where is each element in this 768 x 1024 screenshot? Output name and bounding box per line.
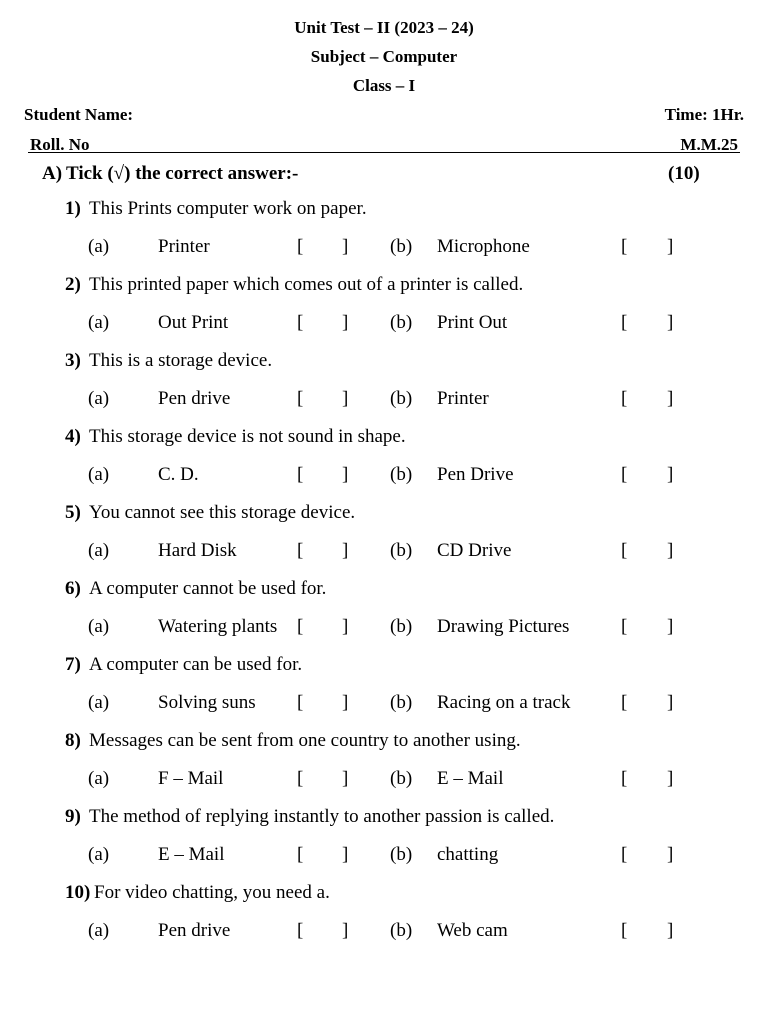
option-a-label: (a) (88, 844, 110, 865)
student-name-label: Student Name: (24, 105, 134, 124)
test-title: Unit Test – II (2023 – 24) (294, 18, 474, 37)
option-b-text: chatting (437, 844, 499, 865)
option-a-bracket-open[interactable]: [ (297, 768, 304, 789)
option-a-bracket-close[interactable]: ] (342, 236, 349, 257)
option-a-label: (a) (88, 236, 110, 257)
question-text: This is a storage device. (89, 350, 273, 371)
option-b-bracket-open[interactable]: [ (621, 312, 628, 333)
option-b-bracket-close[interactable]: ] (667, 768, 674, 789)
question-text: This Prints computer work on paper. (89, 198, 367, 219)
question-number: 7) (65, 654, 81, 675)
option-a-bracket-close[interactable]: ] (342, 540, 349, 561)
option-a-text: Hard Disk (158, 540, 237, 561)
option-a-text: Printer (158, 236, 210, 257)
option-b-bracket-close[interactable]: ] (667, 844, 674, 865)
option-a-label: (a) (88, 312, 110, 333)
option-b-bracket-open[interactable]: [ (621, 540, 628, 561)
option-b-label: (b) (390, 540, 413, 561)
option-a-bracket-close[interactable]: ] (342, 464, 349, 485)
question-number: 8) (65, 730, 81, 751)
option-a-bracket-close[interactable]: ] (342, 844, 349, 865)
subject-line: Subject – Computer (310, 47, 458, 66)
option-b-bracket-open[interactable]: [ (621, 464, 628, 485)
question-number: 1) (65, 198, 81, 219)
question-number: 9) (65, 806, 81, 827)
question-number: 3) (65, 350, 81, 371)
question-number: 2) (65, 274, 81, 295)
option-a-text: E – Mail (158, 844, 225, 865)
option-b-bracket-close[interactable]: ] (667, 312, 674, 333)
option-b-bracket-open[interactable]: [ (621, 768, 628, 789)
option-b-text: Printer (437, 388, 489, 409)
option-b-bracket-open[interactable]: [ (621, 844, 628, 865)
option-b-bracket-open[interactable]: [ (621, 616, 628, 637)
option-b-bracket-close[interactable]: ] (667, 616, 674, 637)
option-b-bracket-close[interactable]: ] (667, 692, 674, 713)
option-a-text: Solving suns (158, 692, 256, 713)
class-line: Class – I (352, 76, 416, 95)
option-a-bracket-open[interactable]: [ (297, 920, 304, 941)
option-a-bracket-close[interactable]: ] (342, 692, 349, 713)
option-b-bracket-close[interactable]: ] (667, 464, 674, 485)
option-a-text: F – Mail (158, 768, 224, 789)
option-b-label: (b) (390, 768, 413, 789)
option-b-label: (b) (390, 388, 413, 409)
question-text: This printed paper which comes out of a printer is called. (89, 274, 524, 295)
option-b-text: E – Mail (437, 768, 504, 789)
option-b-label: (b) (390, 312, 413, 333)
question-text: A computer can be used for. (89, 654, 303, 675)
option-a-bracket-close[interactable]: ] (342, 768, 349, 789)
question-number: 6) (65, 578, 81, 599)
section-marks: (10) (668, 163, 700, 184)
question-text: The method of replying instantly to another passion is called. (89, 806, 555, 827)
option-b-label: (b) (390, 844, 413, 865)
option-a-label: (a) (88, 464, 110, 485)
option-b-label: (b) (390, 616, 413, 637)
option-a-bracket-open[interactable]: [ (297, 540, 304, 561)
option-b-text: Web cam (437, 920, 508, 941)
option-b-bracket-close[interactable]: ] (667, 540, 674, 561)
question-number: 4) (65, 426, 81, 447)
section-label: A) (42, 163, 63, 184)
option-a-text: Pen drive (158, 388, 231, 409)
option-a-text: C. D. (158, 464, 199, 485)
time-label: Time: 1Hr. (664, 105, 744, 124)
option-b-text: Print Out (437, 312, 508, 333)
option-b-text: Racing on a track (437, 692, 571, 713)
option-a-label: (a) (88, 616, 110, 637)
option-b-bracket-open[interactable]: [ (621, 236, 628, 257)
question-text: A computer cannot be used for. (89, 578, 327, 599)
option-b-bracket-close[interactable]: ] (667, 388, 674, 409)
max-marks-label: M.M.25 (680, 135, 738, 154)
option-a-bracket-open[interactable]: [ (297, 312, 304, 333)
option-a-label: (a) (88, 388, 110, 409)
option-a-bracket-close[interactable]: ] (342, 616, 349, 637)
question-text: This storage device is not sound in shape. (89, 426, 406, 447)
option-b-bracket-open[interactable]: [ (621, 388, 628, 409)
option-a-text: Pen drive (158, 920, 231, 941)
option-a-label: (a) (88, 920, 110, 941)
section-title: Tick (√) the correct answer:- (66, 163, 299, 184)
option-a-bracket-open[interactable]: [ (297, 236, 304, 257)
option-a-label: (a) (88, 768, 110, 789)
roll-no-label: Roll. No (30, 135, 90, 154)
question-text: Messages can be sent from one country to another using. (89, 730, 521, 751)
option-b-text: CD Drive (437, 540, 512, 561)
option-a-bracket-close[interactable]: ] (342, 388, 349, 409)
option-a-bracket-open[interactable]: [ (297, 692, 304, 713)
option-b-label: (b) (390, 464, 413, 485)
option-b-label: (b) (390, 236, 413, 257)
option-b-text: Pen Drive (437, 464, 514, 485)
header-divider (28, 152, 740, 153)
option-b-text: Drawing Pictures (437, 616, 570, 637)
option-a-text: Out Print (158, 312, 229, 333)
option-b-label: (b) (390, 920, 413, 941)
option-a-bracket-open[interactable]: [ (297, 844, 304, 865)
question-text: You cannot see this storage device. (89, 502, 356, 523)
option-b-label: (b) (390, 692, 413, 713)
option-b-bracket-open[interactable]: [ (621, 920, 628, 941)
option-a-bracket-open[interactable]: [ (297, 616, 304, 637)
option-a-text: Watering plants (158, 616, 278, 637)
option-a-bracket-close[interactable]: ] (342, 920, 349, 941)
option-a-bracket-close[interactable]: ] (342, 312, 349, 333)
option-a-label: (a) (88, 540, 110, 561)
question-number: 10) (65, 882, 91, 903)
option-a-bracket-open[interactable]: [ (297, 464, 304, 485)
option-b-text: Microphone (437, 236, 530, 257)
question-number: 5) (65, 502, 81, 523)
option-b-bracket-open[interactable]: [ (621, 692, 628, 713)
option-a-bracket-open[interactable]: [ (297, 388, 304, 409)
question-text: For video chatting, you need a. (94, 882, 330, 903)
option-a-label: (a) (88, 692, 110, 713)
option-b-bracket-close[interactable]: ] (667, 920, 674, 941)
option-b-bracket-close[interactable]: ] (667, 236, 674, 257)
